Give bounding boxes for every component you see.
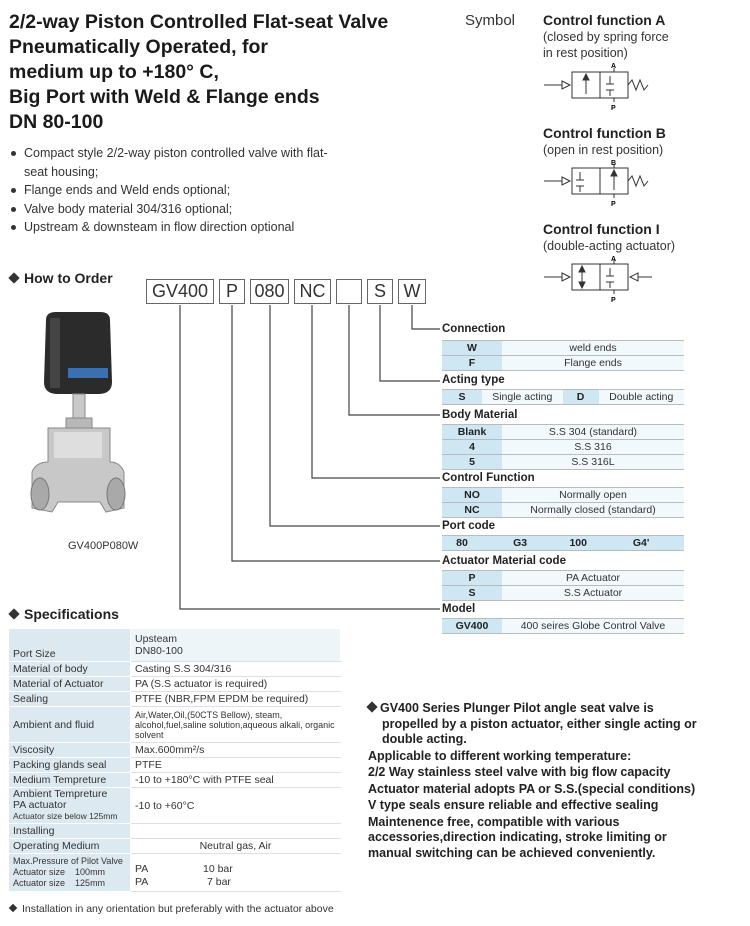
feature-text: Applicable to different working temperature:	[368, 748, 632, 763]
desc-cell: Single acting	[482, 390, 563, 405]
code-cell: 5	[442, 455, 502, 470]
code-actuator: P	[219, 279, 245, 304]
bullet-item: Compact style 2/2-way piston controlled valve with flat-seat housing;	[10, 144, 350, 181]
title-line: DN 80-100	[9, 111, 104, 133]
cf-desc: (closed by spring force	[543, 30, 669, 44]
code-cell: GV400	[442, 619, 502, 634]
bullet-item: Upstream & downsteam in flow direction optional	[10, 218, 350, 237]
code-cell: 4	[442, 440, 502, 455]
spec-label-line: Actuator size	[13, 878, 66, 888]
code-cell: P	[442, 571, 502, 586]
spec-value: Neutral gas, Air	[131, 839, 341, 854]
spec-label-line: 100mm	[75, 867, 106, 877]
spec-label-line: Actuator size below 125mm	[13, 811, 118, 821]
spec-label: Packing glands seal	[9, 758, 131, 773]
desc-cell: G3	[482, 536, 558, 551]
cf-title: Control function I	[543, 221, 660, 237]
port-label: A	[611, 256, 617, 263]
spec-value-line: 10 bar	[203, 863, 233, 875]
spec-value: -10 to +60°C	[131, 788, 341, 824]
section-label: Control Function	[442, 472, 535, 484]
spec-label-line: PA actuator	[13, 799, 67, 811]
model-table	[442, 618, 684, 634]
desc-cell: S.S 316L	[502, 455, 684, 470]
spec-value	[131, 629, 341, 662]
feature-text: GV400 Series Plunger Pilot angle seat valve is propelled by a piston actuator, either single acting or double acting.	[380, 701, 697, 746]
code-cell: NO	[442, 488, 502, 503]
actuator-material-table	[442, 570, 684, 601]
code-function: NC	[294, 279, 331, 304]
port-label: P	[611, 105, 616, 112]
spec-value: -10 to +180°C with PTFE seal	[131, 773, 341, 788]
spec-label-line: Max.Pressure of Pilot Valve	[13, 856, 123, 866]
title-line: 2/2-way Piston Controlled Flat-seat Valve	[9, 11, 389, 33]
port-label: A	[611, 63, 617, 70]
spec-label: Ambient and fluid	[9, 707, 131, 743]
spec-value: PTFE (NBR,FPM EPDM be required)	[131, 692, 341, 707]
bullet-item: Flange ends and Weld ends optional;	[10, 181, 350, 200]
spec-value	[131, 824, 341, 839]
code-cell: S	[442, 586, 502, 601]
section-label: Body Material	[442, 409, 518, 421]
spec-label-line: 125mm	[75, 878, 106, 888]
section-label: Model	[442, 603, 476, 615]
spec-label	[9, 854, 131, 892]
diamond-icon	[366, 701, 377, 712]
cf-desc: (open in rest position)	[543, 143, 664, 157]
body-material-table	[442, 424, 684, 470]
spec-value: Casting S.S 304/316	[131, 662, 341, 677]
feature-text: 2/2 Way stainless steel valve with big flow capacity	[368, 765, 671, 779]
desc-cell: Normally open	[502, 488, 684, 503]
spec-label: Medium Tempreture	[9, 773, 131, 788]
cf-desc: in rest position)	[543, 46, 628, 60]
spec-value-line: PA	[135, 876, 149, 888]
code-cell: Blank	[442, 425, 502, 440]
desc-cell: Double acting	[599, 390, 685, 405]
bullet-item: Valve body material 304/316 optional;	[10, 200, 350, 219]
spec-value-line: Upsteam	[135, 633, 178, 645]
spec-label: Material of body	[9, 662, 131, 677]
desc-cell: weld ends	[502, 341, 684, 356]
spec-label-line: Ambient Tempreture	[13, 788, 108, 800]
title-line: Big Port with Weld & Flange ends	[9, 86, 320, 108]
diamond-icon	[8, 608, 19, 619]
spec-label	[9, 788, 131, 824]
cf-title: Control function B	[543, 125, 666, 141]
spec-label-line: Actuator size	[13, 867, 66, 877]
code-cell: S	[442, 390, 482, 405]
specifications-table	[8, 628, 341, 892]
spec-value: PA (S.S actuator is required)	[131, 677, 341, 692]
desc-cell: Flange ends	[502, 356, 684, 371]
heading-text: Specifications	[24, 606, 119, 622]
diamond-icon	[9, 904, 17, 912]
port-label: P	[611, 201, 616, 208]
desc-cell: PA Actuator	[502, 571, 684, 586]
desc-cell: 400 seires Globe Control Valve	[502, 619, 684, 634]
section-label: Connection	[442, 323, 506, 335]
spec-label: Installing	[9, 824, 131, 839]
title-line: Pneumatically Operated, for	[9, 36, 268, 58]
spec-value: Air,Water,Oil,(50CTS Bellow), steam, alcohol,fuel,saline solution,aqueous alkali, organic solvent	[131, 707, 341, 743]
code-cell: F	[442, 356, 502, 371]
code-cell: 100	[558, 536, 598, 551]
symbol-label: Symbol	[465, 12, 516, 29]
desc-cell: S.S 316	[502, 440, 684, 455]
desc-cell: S.S 304 (standard)	[502, 425, 684, 440]
desc-cell: Normally closed (standard)	[502, 503, 684, 518]
heading-text: How to Order	[24, 270, 113, 286]
valve-product-image	[28, 312, 138, 527]
title-line: medium up to +180° C,	[9, 61, 219, 83]
image-caption: GV400P080W	[68, 540, 139, 552]
acting-type-table	[442, 389, 684, 405]
code-connection: W	[398, 279, 426, 304]
spec-label: Port Size	[9, 629, 131, 662]
section-label: Actuator Material code	[442, 555, 566, 567]
cf-desc: (double-acting actuator)	[543, 239, 676, 253]
feature-text: V type seals ensure reliable and effective sealing	[368, 798, 659, 812]
feature-text: Maintenence free, compatible with various accessories,direction indicating, stroke limiting or manual switching can be achieved conveniently.	[368, 814, 667, 860]
control-function-table	[442, 487, 684, 518]
spec-value: PTFE	[131, 758, 341, 773]
installation-note	[10, 903, 334, 915]
port-code-table	[442, 535, 684, 551]
code-cell: W	[442, 341, 502, 356]
code-cell: 80	[442, 536, 482, 551]
desc-cell: G4'	[598, 536, 684, 551]
cf-title: Control function A	[543, 12, 666, 28]
spec-value	[131, 854, 341, 892]
desc-cell: S.S Actuator	[502, 586, 684, 601]
connection-table	[442, 340, 684, 371]
code-cell: NC	[442, 503, 502, 518]
feature-text: Actuator material adopts PA or S.S.(special conditions)	[368, 781, 696, 796]
code-model: GV400	[146, 279, 214, 304]
note-text: Installation in any orientation but preferably with the actuator above	[22, 903, 334, 915]
spec-label: Viscosity	[9, 743, 131, 758]
port-label: B	[611, 160, 617, 167]
port-label: P	[611, 297, 616, 304]
feature-description	[368, 701, 698, 862]
spec-label: Material of Actuator	[9, 677, 131, 692]
spec-label: Sealing	[9, 692, 131, 707]
code-cell: D	[563, 390, 599, 405]
specifications-heading	[10, 606, 119, 622]
spec-label: Operating Medium	[9, 839, 131, 854]
section-label: Acting type	[442, 374, 505, 386]
code-port: 080	[250, 279, 289, 304]
section-label: Port code	[442, 520, 496, 532]
spec-value-line: DN80-100	[135, 645, 183, 657]
code-acting: S	[367, 279, 393, 304]
spec-value-line: 7 bar	[207, 876, 231, 888]
spec-value: Max.600mm²/s	[131, 743, 341, 758]
spec-value-line: PA	[135, 863, 149, 875]
